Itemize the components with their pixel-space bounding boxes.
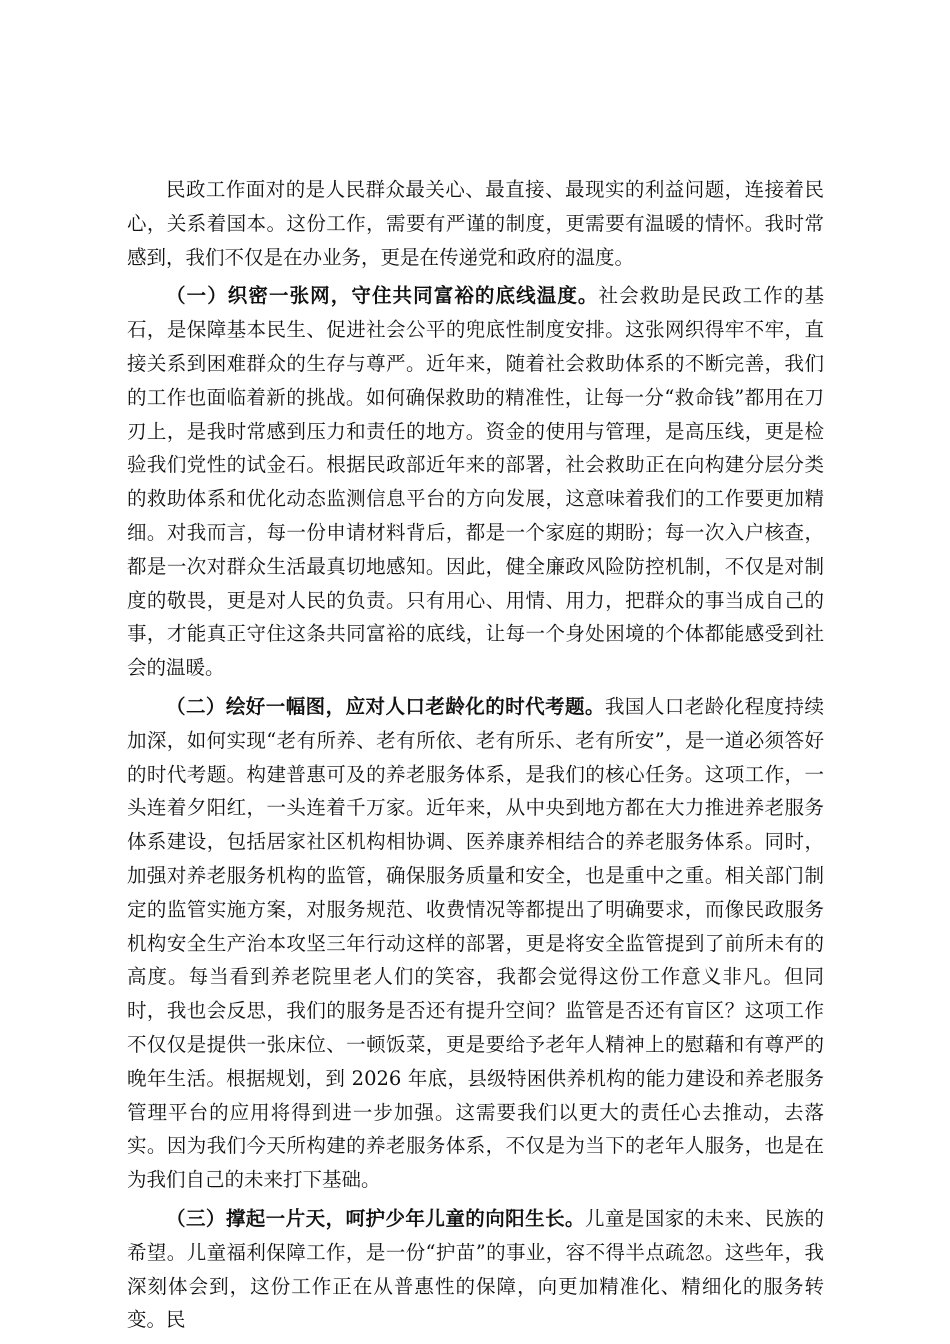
intro-paragraph [127,173,824,274]
section-2-body: 我国人口老龄化程度持续加深，如何实现“老有所养、老有所依、老有所乐、老有所安”，是一道必须答好的时代考题。构建普惠可及的养老服务体系，是我们的核心任务。这项工作，一头连着夕阳红，一头连着千万家。近年来，从中央到地方都在大力推进养老服务体系建设，包括居家社区机构相协调、医养康养相结合的养老服务体系。同时，加强对养老服务机构的监管，确保服务质量和安全，也是重中之重。相关部门制定的监管实施方案，对服务规范、收费情况等都提出了明确要求，而像民政服务机构安全生产治本攻坚三年行动这样的部署，更是将安全监管提到了前所未有的高度。每当看到养老院里老人们的笑容，我都会觉得这份工作意义非凡。但同时，我也会反思，我们的服务是否还有提升空间？监管是否还有盲区？这项工作不仅仅是提供一张床位、一顿饭菜，更是要给予老年人精神上的慰藉和有尊严的晚年生活。根据规划，到 2026 年底，县级特困供养机构的能力建设和养老服务管理平台的应用将得到进一步加强。这需要我们以更大的责任心去推动，去落实。因为我们今天所构建的养老服务体系，不仅是为当下的老年人服务，也是在为我们自己的未来打下基础。 [127,694,824,1192]
section-2-heading: （二）绘好一幅图，应对人口老龄化的时代考题。 [166,694,605,718]
section-1-body: 社会救助是民政工作的基石，是保障基本民生、促进社会公平的兜底性制度安排。这张网织得牢不牢，直接关系到困难群众的生存与尊严。近年来，随着社会救助体系的不断完善，我们的工作也面临着新的挑战。如何确保救助的精准性，让每一分“救命钱”都用在刀刃上，是我时常感到压力和责任的地方。资金的使用与管理，是高压线，更是检验我们党性的试金石。根据民政部近年来的部署，社会救助正在向构建分层分类的救助体系和优化动态监测信息平台的方向发展，这意味着我们的工作要更加精细。对我而言，每一份申请材料背后，都是一个家庭的期盼；每一次入户核查，都是一次对群众生活最真切地感知。因此，健全廉政风险防控机制，不仅是对制度的敬畏，更是对人民的负责。只有用心、用情、用力，把群众的事当成自己的事，才能真正守住这条共同富裕的底线，让每一个身处困境的个体都能感受到社会的温暖。 [127,284,824,680]
document-body [127,173,824,1342]
section-1-paragraph [127,279,824,685]
section-3-body: 儿童是国家的未来、民族的希望。儿童福利保障工作，是一份“护苗”的事业，容不得半点疏忽。这些年，我深刻体会到，这份工作正在从普惠性的保障，向更加精准化、精细化的服务转变。民 [127,1206,824,1332]
section-1-heading: （一）织密一张网，守住共同富裕的底线温度。 [166,284,599,308]
section-3-heading: （三）撑起一片天，呵护少年儿童的向阳生长。 [166,1206,585,1230]
section-2-paragraph [127,690,824,1197]
intro-text: 民政工作面对的是人民群众最关心、最直接、最现实的利益问题，连接着民心，关系着国本。这份工作，需要有严谨的制度，更需要有温暖的情怀。我时常感到，我们不仅是在办业务，更是在传递党和政府的温度。 [127,178,824,269]
section-3-paragraph [127,1202,824,1337]
